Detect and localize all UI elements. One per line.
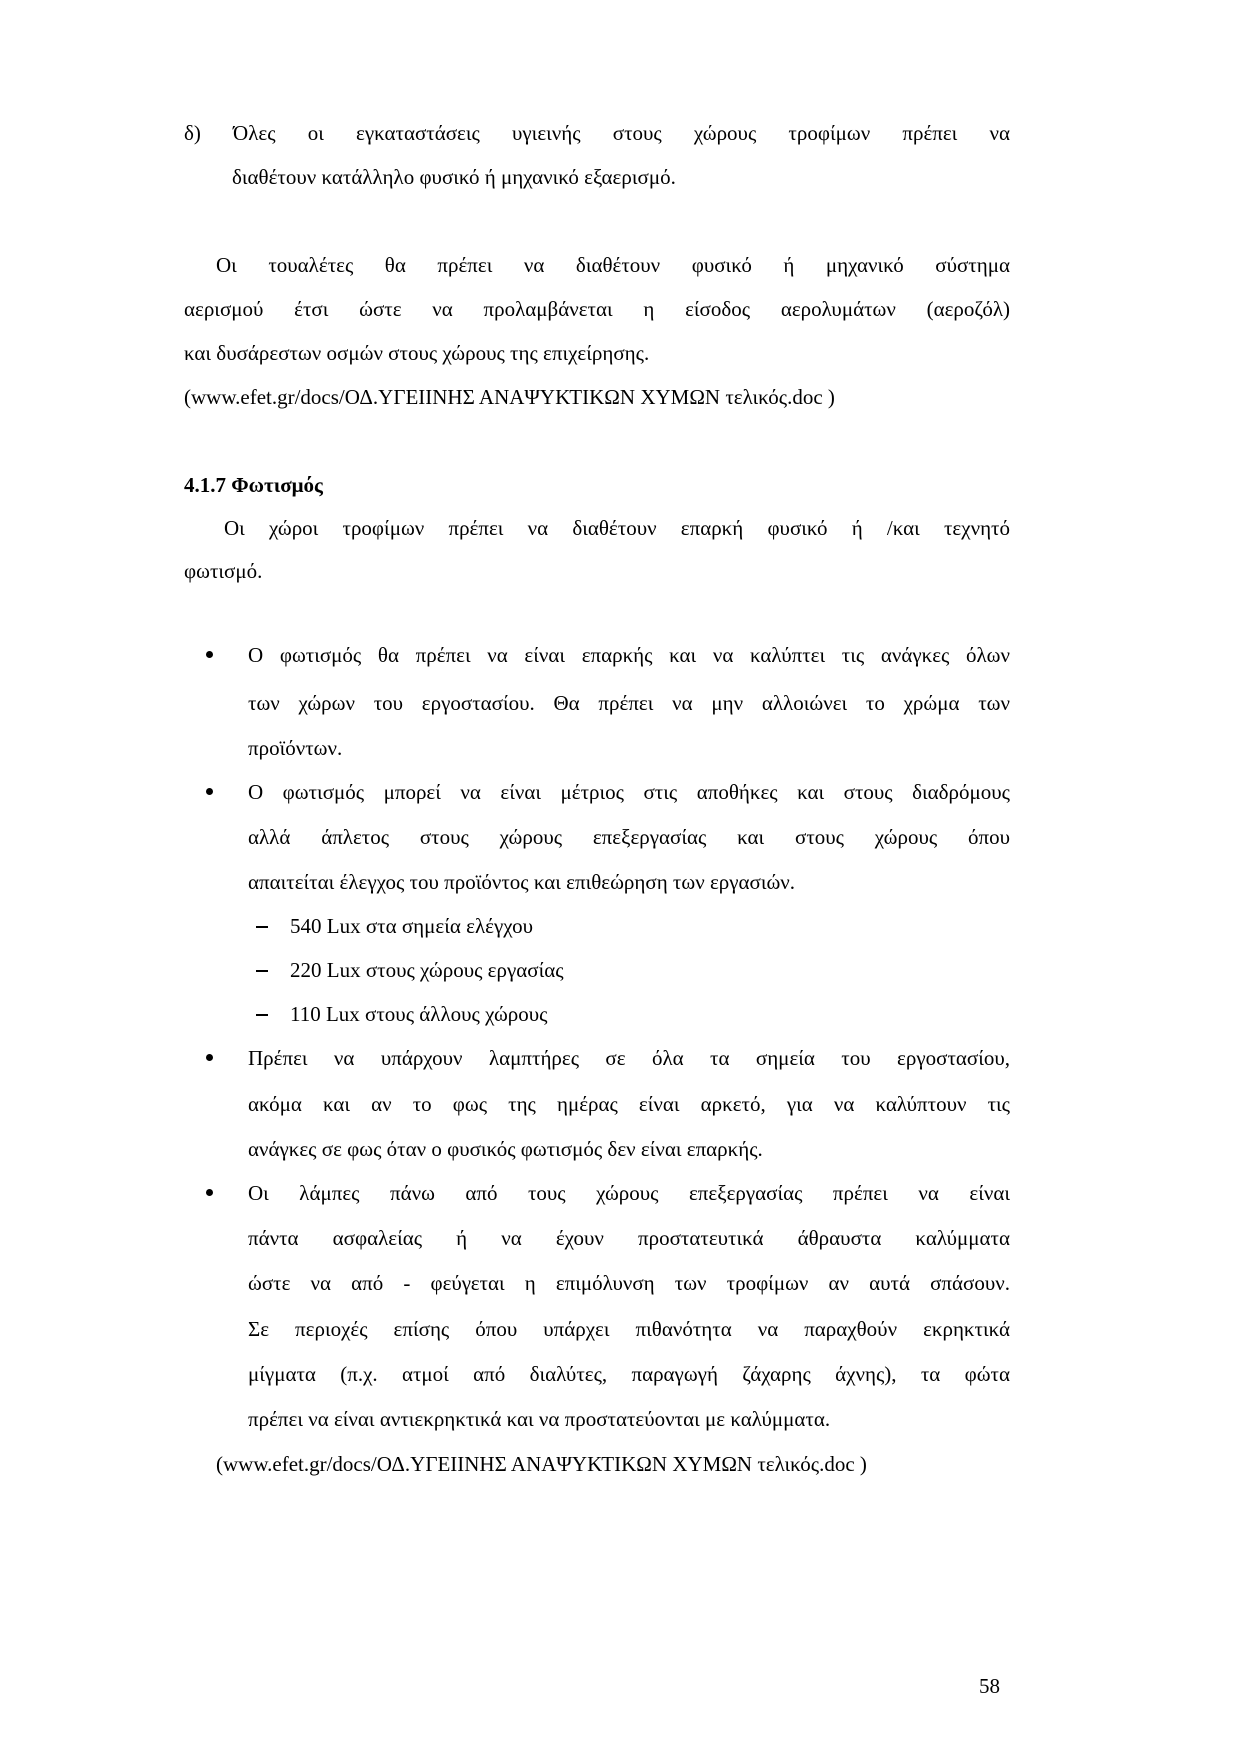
dash-marker [256,970,268,972]
bullet-marker [206,1189,213,1196]
bullet-2-line-2: αλλά άπλετος στους χώρους επεξεργασίας και στους χώρους όπου [248,825,1010,849]
bullet-marker [206,788,213,795]
bullet-4-line-6: πρέπει να είναι αντιεκρηκτικά και να προστατεύονται με καλύμματα. [248,1407,831,1431]
bullet-4-line-4: Σε περιοχές επίσης όπου υπάρχει πιθανότητα να παραχθούν εκρηκτικά [248,1317,1010,1341]
dash-marker [256,926,268,928]
bullet-1-line-3: προϊόντων. [248,736,343,760]
lux-level-item: 110 Lux στους άλλους χώρους [290,1002,548,1026]
final-source-reference: (www.efet.gr/docs/ΟΔ.ΥΓΕΙΙΝΗΣ ΑΝΑΨΥΚΤΙΚΩΝ ΧΥΜΩΝ τελικός.doc ) [216,1452,867,1476]
bullet-4-line-5: μίγματα (π.χ. ατμοί από διαλύτες, παραγωγή ζάχαρης άχνης), τα φώτα [248,1362,1010,1386]
toilets-paragraph-line-3: και δυσάρεστων οσμών στους χώρους της επιχείρησης. [184,341,650,365]
bullet-marker [206,651,213,658]
paragraph-d-line-1: δ) Όλες οι εγκαταστάσεις υγιεινής στους χώρους τροφίμων πρέπει να [184,121,1010,145]
bullet-3-line-2: ακόμα και αν το φως της ημέρας είναι αρκετό, για να καλύπτουν τις [248,1092,1010,1116]
bullet-4-line-1: Οι λάμπες πάνω από τους χώρους επεξεργασίας πρέπει να είναι [248,1181,1010,1205]
dash-marker [256,1014,268,1016]
lux-level-item: 220 Lux στους χώρους εργασίας [290,958,564,982]
section-heading-lighting: 4.1.7 Φωτισμός [184,473,323,497]
lighting-intro-line-1: Οι χώροι τροφίμων πρέπει να διαθέτουν επαρκή φυσικό ή /και τεχνητό [224,516,1010,540]
bullet-2-line-1: Ο φωτισμός μπορεί να είναι μέτριος στις αποθήκες και στους διαδρόμους [248,780,1010,804]
bullet-1-line-1: Ο φωτισμός θα πρέπει να είναι επαρκής και να καλύπτει τις ανάγκες όλων [248,643,1010,667]
bullet-3-line-3: ανάγκες σε φως όταν ο φυσικός φωτισμός δεν είναι επαρκής. [248,1137,763,1161]
bullet-4-line-3: ώστε να από - φεύγεται η επιμόλυνση των τροφίμων αν αυτά σπάσουν. [248,1271,1010,1295]
page-number: 58 [979,1674,1000,1698]
bullet-marker [206,1054,213,1061]
lighting-intro-line-2: φωτισμό. [184,559,263,583]
lux-level-item: 540 Lux στα σημεία ελέγχου [290,914,533,938]
paragraph-d-line-2: διαθέτουν κατάλληλο φυσικό ή μηχανικό εξαερισμό. [232,165,676,189]
bullet-3-line-1: Πρέπει να υπάρχουν λαμπτήρες σε όλα τα σημεία του εργοστασίου, [248,1046,1010,1070]
toilets-paragraph-line-1: Οι τουαλέτες θα πρέπει να διαθέτουν φυσικό ή μηχανικό σύστημα [216,253,1010,277]
toilets-source-reference: (www.efet.gr/docs/ΟΔ.ΥΓΕΙΙΝΗΣ ΑΝΑΨΥΚΤΙΚΩΝ ΧΥΜΩΝ τελικός.doc ) [184,385,835,409]
bullet-4-line-2: πάντα ασφαλείας ή να έχουν προστατευτικά άθραυστα καλύμματα [248,1226,1010,1250]
bullet-2-line-3: απαιτείται έλεγχος του προϊόντος και επιθεώρηση των εργασιών. [248,870,796,894]
toilets-paragraph-line-2: αερισμού έτσι ώστε να προλαμβάνεται η είσοδος αερολυμάτων (αεροζόλ) [184,297,1010,321]
bullet-1-line-2: των χώρων του εργοστασίου. Θα πρέπει να μην αλλοιώνει το χρώμα των [248,691,1010,715]
